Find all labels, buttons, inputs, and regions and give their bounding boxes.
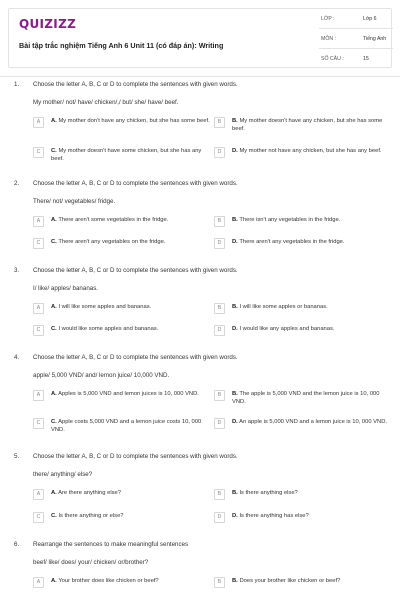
question-instruction: Choose the letter A, B, C or D to complete the sentences with given words.: [33, 354, 238, 361]
meta-key: SỐ CÂU :: [321, 56, 344, 62]
meta-key: LỚP :: [321, 16, 335, 22]
option-text: A. There aren't some vegetables in the fridge.: [51, 217, 169, 223]
option-letter-box[interactable]: A: [33, 390, 44, 401]
option-text: B. My mother doesn't have any chicken, but she has some beef.: [232, 118, 383, 132]
question-prompt: there/ anything/ else?: [33, 471, 93, 478]
option-letter-box[interactable]: D: [214, 147, 225, 158]
option-letter-box[interactable]: A: [33, 489, 44, 500]
option-letter-box[interactable]: A: [33, 303, 44, 314]
meta-value: Tiếng Anh: [363, 36, 387, 42]
option-text: B. The apple is 5,000 VND and the lemon juice is 10, 000 VND.: [232, 391, 380, 405]
option-text: B. Is there anything else?: [232, 490, 298, 496]
meta-value: 15: [363, 56, 369, 62]
option-text: B. There isn't any vegetables in the fridge.: [232, 217, 341, 223]
question-prompt: apple/ 5,000 VND/ and/ lemon juice/ 10,000 VND.: [33, 372, 170, 379]
meta-value: Lớp 6: [363, 16, 377, 22]
option-text: A. I will like some apples and bananas.: [51, 304, 152, 310]
document-title: Bài tập trắc nghiệm Tiếng Anh 6 Unit 11 (có đáp án): Writing: [19, 41, 224, 50]
option-text: D. My mother not have any chicken, but she has any beef.: [232, 148, 382, 154]
question-number: 4.: [14, 354, 20, 361]
quizizz-logo: QUIZIZZ: [19, 17, 77, 31]
option-text: D. An apple is 5,000 VND and a lemon juice is 10, 000 VND.: [232, 419, 388, 425]
question-instruction: Choose the letter A, B, C or D to complete the sentences with given words.: [33, 267, 238, 274]
option-letter-box[interactable]: C: [33, 512, 44, 523]
option-letter-box[interactable]: C: [33, 238, 44, 249]
question-number: 5.: [14, 453, 20, 460]
question-instruction: Choose the letter A, B, C or D to complete the sentences with given words.: [33, 180, 238, 187]
option-letter-box[interactable]: D: [214, 325, 225, 336]
option-text: C. My mother doesn't have some chicken, but she has any beef.: [51, 148, 202, 162]
option-letter-box[interactable]: D: [214, 238, 225, 249]
question-number: 1.: [14, 81, 20, 88]
option-letter-box[interactable]: A: [33, 577, 44, 588]
option-letter-box[interactable]: B: [214, 216, 225, 227]
worksheet-header: [8, 8, 392, 68]
meta-table: [319, 9, 393, 69]
option-letter-box[interactable]: B: [214, 303, 225, 314]
option-letter-box[interactable]: B: [214, 117, 225, 128]
option-letter-box[interactable]: D: [214, 512, 225, 523]
option-letter-box[interactable]: A: [33, 216, 44, 227]
question-prompt: beef/ like/ does/ your/ chicken/ or/brother?: [33, 559, 149, 566]
option-text: A. My mother don't have any chicken, but she has some beef.: [51, 118, 210, 124]
question-number: 6.: [14, 541, 20, 548]
question-prompt: There/ not/ vegetables/ fridge.: [33, 198, 116, 205]
option-text: C. Apple costs 5,000 VND and a lemon juice costs 10, 000 VND.: [51, 419, 202, 433]
option-text: D. Is there anything has else?: [232, 513, 309, 519]
header-divider: [0, 76, 400, 77]
option-text: A. Apples is 5,000 VND and lemon juices is 10, 000 VND.: [51, 391, 199, 397]
option-letter-box[interactable]: B: [214, 577, 225, 588]
option-text: B. Does your brother like chicken or beef?: [232, 578, 341, 584]
question-number: 3.: [14, 267, 20, 274]
option-letter-box[interactable]: B: [214, 390, 225, 401]
option-text: A. Your brother does like chicken or beef?: [51, 578, 159, 584]
option-letter-box[interactable]: C: [33, 147, 44, 158]
question-prompt: My mother/ not/ have/ chicken/,/ but/ she/ have/ beef.: [33, 99, 179, 106]
question-prompt: I/ like/ apples/ bananas.: [33, 285, 99, 292]
question-instruction: Rearrange the sentences to make meaningful sentences: [33, 541, 189, 548]
option-text: C. I would like some apples and bananas.: [51, 326, 159, 332]
question-number: 2.: [14, 180, 20, 187]
meta-key: MÔN :: [321, 36, 336, 42]
option-text: A. Are there anything else?: [51, 490, 121, 496]
meta-row-count: [319, 49, 393, 69]
option-letter-box[interactable]: B: [214, 489, 225, 500]
meta-row-class: [319, 9, 393, 29]
option-letter-box[interactable]: C: [33, 325, 44, 336]
option-text: D. I would like any apples and bananas.: [232, 326, 335, 332]
option-text: D. There aren't any vegetables in the fridge.: [232, 239, 345, 245]
option-text: B. I will like some apples or bananas.: [232, 304, 328, 310]
question-instruction: Choose the letter A, B, C or D to complete the sentences with given words.: [33, 453, 238, 460]
option-text: C. Is there anything or else?: [51, 513, 124, 519]
option-letter-box[interactable]: A: [33, 117, 44, 128]
option-text: C. There aren't any vegetables on the fridge.: [51, 239, 166, 245]
option-letter-box[interactable]: D: [214, 418, 225, 429]
question-instruction: Choose the letter A, B, C or D to complete the sentences with given words.: [33, 81, 238, 88]
meta-row-subject: [319, 29, 393, 49]
option-letter-box[interactable]: C: [33, 418, 44, 429]
